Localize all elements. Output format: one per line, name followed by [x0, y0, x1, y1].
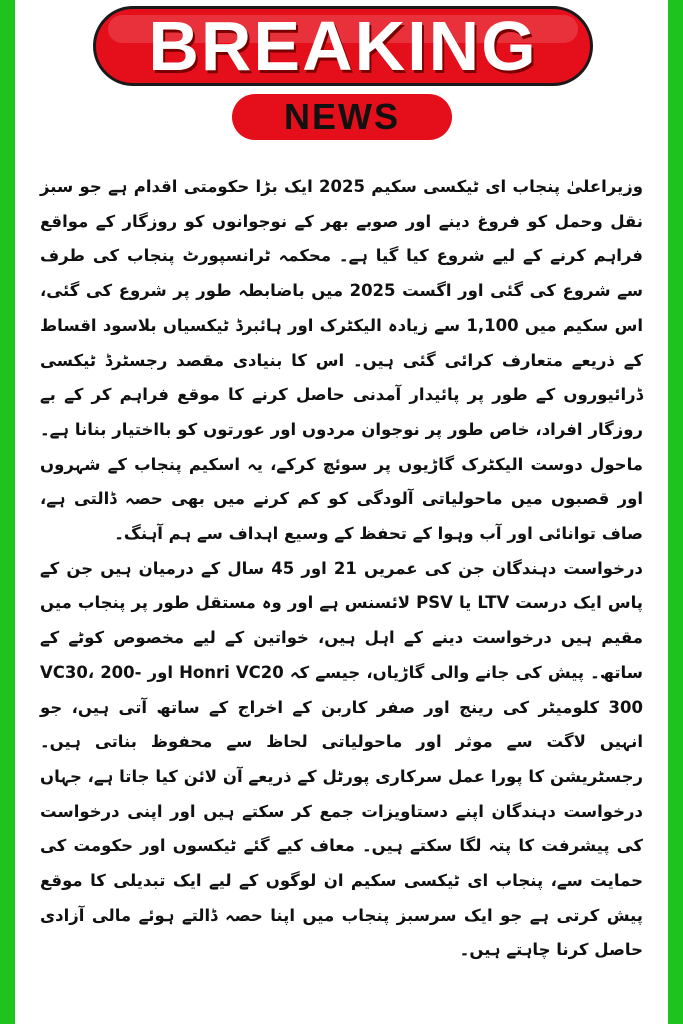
article-paragraph-2: درخواست دہندگان جن کی عمریں 21 اور 45 سال کے درمیان ہیں جن کے پاس ایک درست LTV یا PSV لائسنس ہے اور وہ مستقل طور پر پنجاب میں مقیم ہیں درخواست دینے کے اہل ہیں، خواتین کے لیے مخصوص کوٹے کے ساتھ۔ پیش کی جانے والی گاڑیاں، جیسے کہ Honri VC20 اور VC30، 200-300 کلومیٹر کی رینج اور صفر کاربن کے اخراج کے ساتھ آتی ہیں، جو انہیں لاگت سے موثر اور ماحولیاتی لحاظ سے محفوظ بناتی ہیں۔ رجسٹریشن کا پورا عمل سرکاری پورٹل کے ذریعے آن لائن کیا جاتا ہے، جہاں درخواست دہندگان اپنے دستاویزات جمع کر سکتے ہیں اور اپنی درخواست کی پیشرفت کا پتہ لگا سکتے ہیں۔ معاف کیے گئے ٹیکسوں اور حکومت کی حمایت سے، پنجاب ای ٹیکسی سکیم ان لوگوں کے لیے ایک تبدیلی کا موقع پیش کرتی ہے جو ایک سرسبز پنجاب میں اپنا حصہ ڈالتے ہوئے مالی آزادی حاصل کرنا چاہتے ہیں۔ [40, 558, 643, 960]
right-green-border [668, 0, 683, 1024]
left-green-border [0, 0, 15, 1024]
news-badge [232, 94, 452, 140]
breaking-banner [93, 6, 593, 86]
news-label: NEWS [284, 96, 400, 137]
article-paragraph-1: وزیراعلیٰ پنجاب ای ٹیکسی سکیم 2025 ایک بڑا حکومتی اقدام ہے جو سبز نقل وحمل کو فروغ دینے اور صوبے بھر کے نوجوانوں کو روزگار کے مواقع فراہم کرنے کے لیے شروع کیا گیا ہے۔ محکمہ ٹرانسپورٹ پنجاب کی طرف سے شروع کی گئی اور اگست 2025 میں باضابطہ طور پر شروع کی گئی، اس سکیم میں 1,100 سے زیادہ الیکٹرک اور ہائبرڈ ٹیکسیاں بلاسود اقساط کے ذریعے متعارف کرائی گئی ہیں۔ اس کا بنیادی مقصد رجسٹرڈ ٹیکسی ڈرائیوروں کے طور پر پائیدار آمدنی حاصل کرنے کا موقع فراہم کر کے بے روزگار افراد، خاص طور پر نوجوان مردوں اور عورتوں کو بااختیار بنانا ہے۔ ماحول دوست الیکٹرک گاڑیوں پر سوئچ کرکے، یہ اسکیم پنجاب کے شہروں اور قصبوں میں ماحولیاتی آلودگی کو کم کرنے میں بھی حصہ ڈالتی ہے، صاف توانائی اور آب وہوا کے تحفظ کے وسیع اہداف سے ہم آہنگ۔ [40, 177, 644, 544]
article-body [40, 170, 643, 968]
breaking-title: BREAKING [148, 7, 538, 85]
